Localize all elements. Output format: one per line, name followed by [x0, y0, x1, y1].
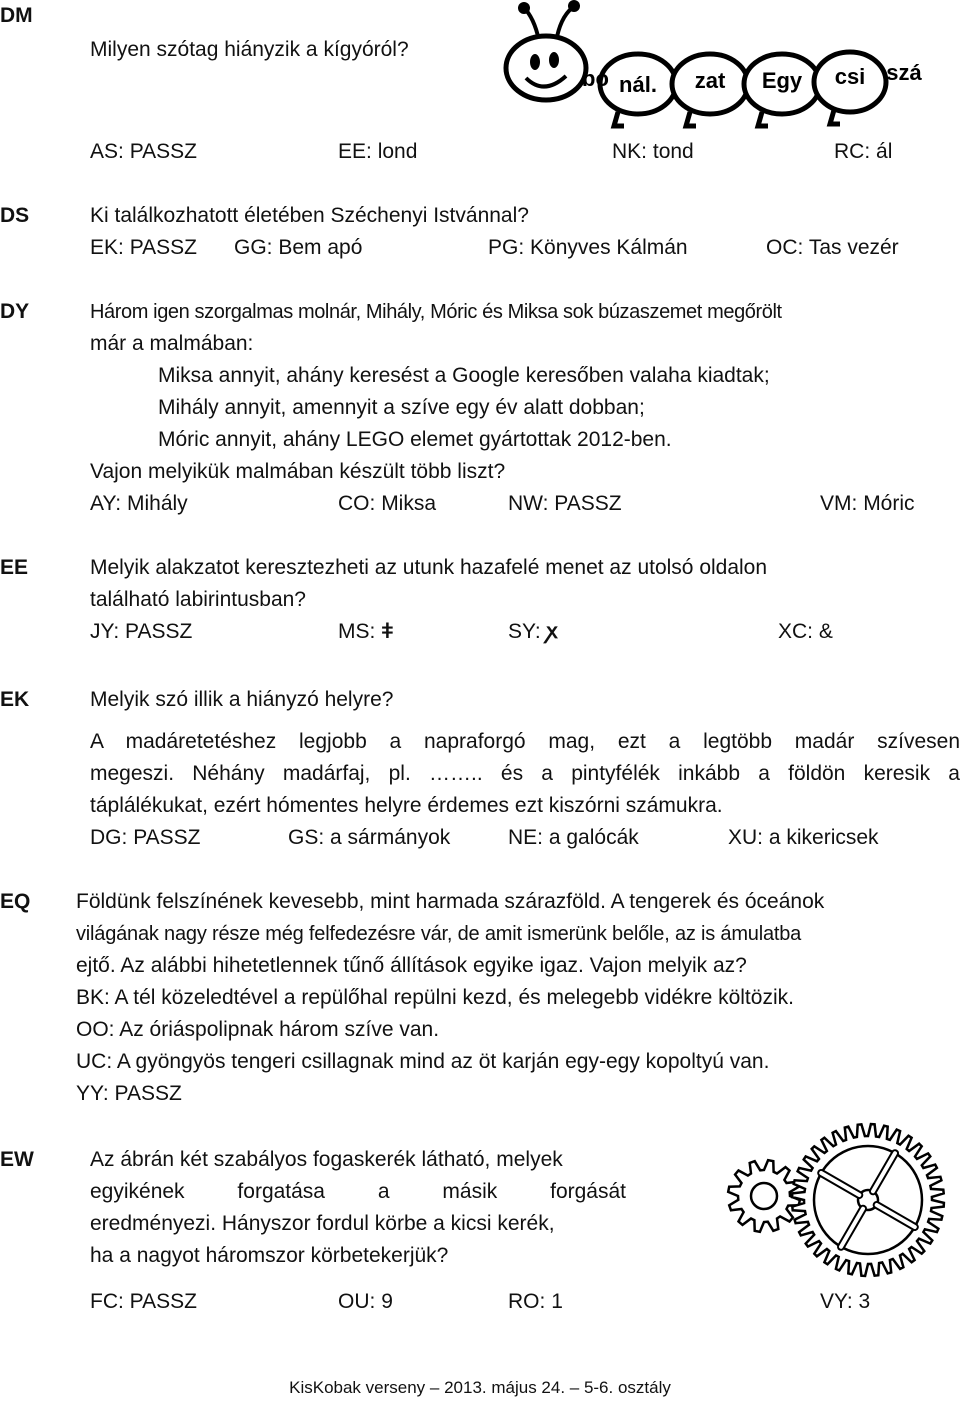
question-text: Melyik alakzatot keresztezheti az utunk hazafelé menet az utolsó oldalon: [90, 556, 768, 579]
question-text: Milyen szótag hiányzik a kígyóról?: [90, 38, 409, 61]
question-text: ejtő. Az alábbi hihetetlennek tűnő állítások egyike igaz. Vajon melyik az?: [76, 954, 747, 977]
answer-option[interactable]: NW: PASSZ: [508, 492, 622, 515]
answer-option[interactable]: MS: ǂ: [338, 620, 394, 643]
page-footer: KisKobak verseny – 2013. május 24. – 5-6. osztály: [289, 1378, 671, 1397]
answer-option[interactable]: PG: Könyves Kálmán: [488, 236, 688, 259]
answer-option[interactable]: AY: Mihály: [90, 492, 188, 515]
question-item: Móric annyit, ahány LEGO elemet gyártottak 2012-ben.: [158, 428, 672, 451]
answer-option[interactable]: NK: tond: [612, 140, 694, 163]
question-text: Három igen szorgalmas molnár, Mihály, Móric és Miksa sok búzaszemet megőrölt: [90, 301, 782, 323]
answer-option[interactable]: EK: PASSZ: [90, 236, 197, 259]
question-text: már a malmában:: [90, 332, 254, 355]
answer-option[interactable]: OO: Az óriáspolipnak három szíve van.: [76, 1018, 440, 1041]
answer-option[interactable]: OC: Tas vezér: [766, 236, 899, 259]
question-item: Miksa annyit, ahány keresést a Google keresőben valaha kiadtak;: [158, 364, 770, 387]
question-id: EE: [0, 556, 29, 579]
caterpillar-syllable: Egy: [761, 68, 803, 93]
question-id: DS: [0, 204, 30, 227]
answer-option[interactable]: FC: PASSZ: [90, 1290, 197, 1313]
question-text: ha a nagyot háromszor körbetekerjük?: [90, 1244, 449, 1267]
answer-option[interactable]: DG: PASSZ: [90, 826, 201, 849]
question-text: Ki találkozhatott életében Széchenyi Istvánnal?: [90, 204, 529, 227]
question-id: DY: [0, 300, 30, 323]
answer-option[interactable]: XC: &: [778, 620, 833, 643]
caterpillar-syllable: bo: [582, 66, 609, 91]
answer-option[interactable]: EE: lond: [338, 140, 418, 163]
gears-illustration: [720, 1118, 950, 1288]
question-paragraph: megeszi. Néhány madárfaj, pl. …….. és a pintyfélék inkább a földön keresik a: [90, 762, 960, 785]
answer-option[interactable]: CO: Miksa: [338, 492, 437, 515]
answer-option[interactable]: GS: a sármányok: [288, 826, 451, 849]
question-text: Vajon melyikük malmában készült több liszt?: [90, 460, 506, 483]
question-text: Melyik szó illik a hiányzó helyre?: [90, 688, 394, 711]
question-text: eredményezi. Hányszor fordul körbe a kicsi kerék,: [90, 1212, 555, 1235]
answer-option[interactable]: RC: ál: [834, 140, 893, 163]
answer-option[interactable]: XU: a kikericsek: [728, 826, 879, 849]
small-gear-icon: [728, 1160, 800, 1232]
question-text: található labirintusban?: [90, 588, 306, 611]
question-paragraph: A madáretetéshez legjobb a napraforgó mag, ezt a legtöbb madár szívesen: [90, 730, 960, 753]
answer-option[interactable]: OU: 9: [338, 1290, 393, 1313]
answer-option[interactable]: JY: PASSZ: [90, 620, 193, 643]
caterpillar-syllable: nál.: [619, 72, 657, 97]
answer-option[interactable]: UC: A gyöngyös tengeri csillagnak mind az öt karján egy-egy kopoltyú van.: [76, 1050, 770, 1073]
question-text: Földünk felszínének kevesebb, mint harmada szárazföld. A tengerek és óceánok: [76, 890, 825, 913]
question-id: DM: [0, 4, 33, 27]
large-gear-icon: [792, 1124, 944, 1276]
question-id: EW: [0, 1148, 34, 1171]
answer-option[interactable]: RO: 1: [508, 1290, 563, 1313]
question-text: Az ábrán két szabályos fogaskerék látható, melyek: [90, 1148, 563, 1171]
question-item: Mihály annyit, amennyit a szíve egy év alatt dobban;: [158, 396, 645, 419]
answer-option[interactable]: YY: PASSZ: [76, 1082, 182, 1105]
answer-option[interactable]: GG: Bem apó: [234, 236, 363, 259]
answer-option[interactable]: VY: 3: [820, 1290, 871, 1313]
caterpillar-syllable: zat: [694, 68, 726, 93]
question-id: EQ: [0, 890, 31, 913]
answer-option[interactable]: NE: a galócák: [508, 826, 639, 849]
answer-option[interactable]: BK: A tél közeledtével a repülőhal repülni kezd, és melegebb vidékre költözik.: [76, 986, 794, 1009]
caterpillar-syllable: csi: [834, 64, 866, 89]
question-paragraph: táplálékukat, ezért hómentes helyre érdemes ezt kiszórni számukra.: [90, 794, 723, 817]
caterpillar-syllable: szá: [886, 60, 922, 85]
answer-option[interactable]: VM: Móric: [820, 492, 915, 515]
question-text: világának nagy része még felfedezésre vár, de amit ismerünk belőle, az is ámulatba: [76, 923, 802, 945]
question-text: egyikének forgatása a másik forgását: [90, 1180, 626, 1203]
question-id: EK: [0, 688, 30, 711]
caterpillar-illustration: [500, 0, 930, 130]
answer-option[interactable]: SY: ꭗ: [508, 620, 558, 643]
answer-option[interactable]: AS: PASSZ: [90, 140, 197, 163]
